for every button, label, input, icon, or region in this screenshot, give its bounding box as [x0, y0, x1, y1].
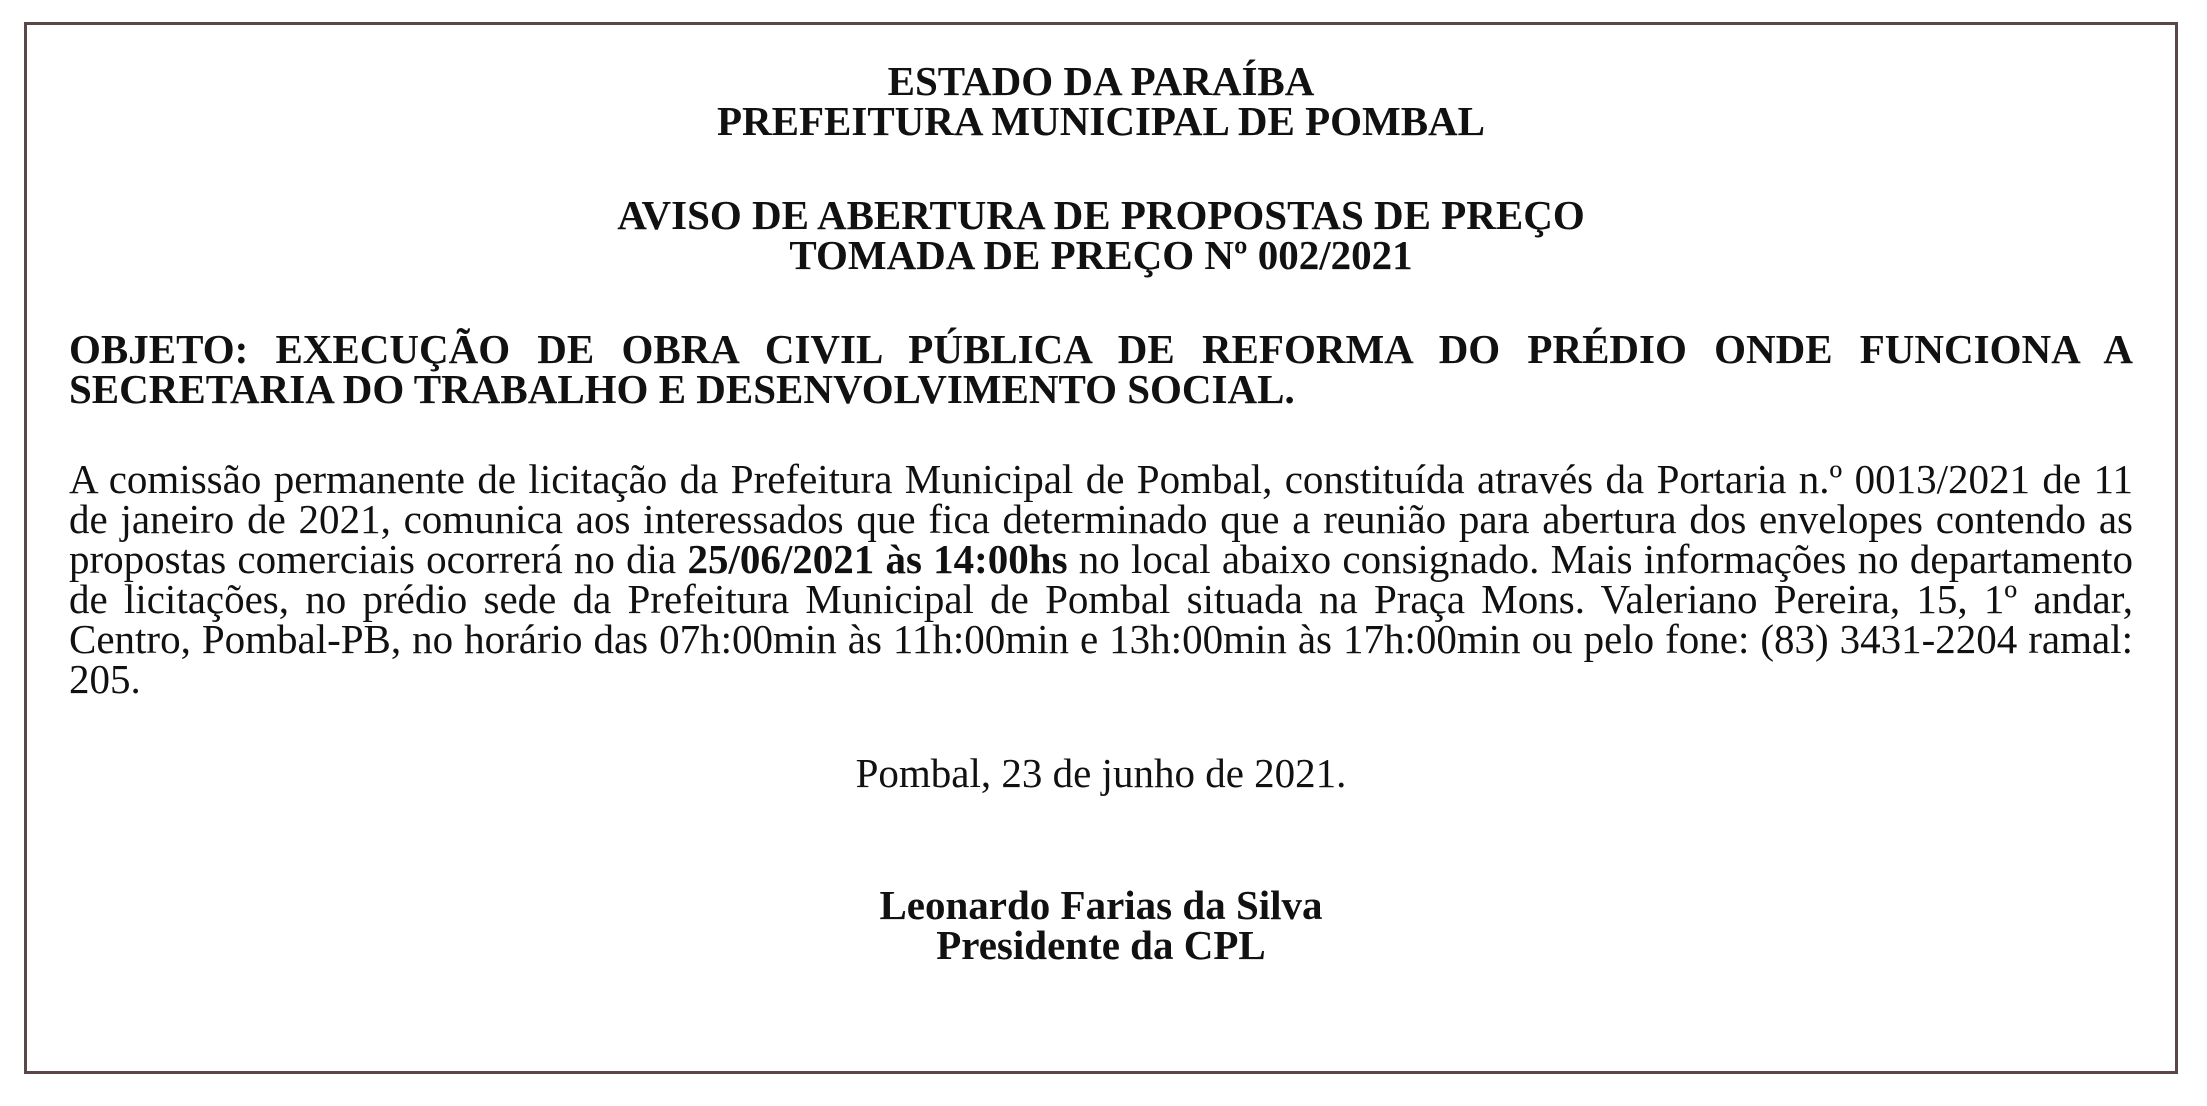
- notice-title: AVISO DE ABERTURA DE PROPOSTAS DE PREÇO: [617, 192, 1585, 238]
- signatory-name: Leonardo Farias da Silva: [879, 882, 1323, 928]
- municipality-name: PREFEITURA MUNICIPAL DE POMBAL: [716, 98, 1486, 144]
- signatory-role: Presidente da CPL: [936, 922, 1266, 968]
- document-header: [69, 58, 2133, 144]
- object-description: OBJETO: EXECUÇÃO DE OBRA CIVIL PÚBLICA DE REFORMA DO PRÉDIO ONDE FUNCIONA A SECRETARIA DO TRABALHO E DESENVOLVIMENTO SOCIAL.: [69, 326, 2133, 412]
- signature-block: [69, 882, 2133, 968]
- document-content: [69, 58, 2133, 968]
- notice-subtitle: TOMADA DE PREÇO Nº 002/2021: [789, 232, 1413, 278]
- notice-heading: [69, 192, 2133, 278]
- body-text-part1: A comissão permanente de licitação da Prefeitura Municipal de Pombal, constituída através da Portaria n.º 0013/2021 de 11 de janeiro de 2021, comunica aos interessados que fica determinado que a reunião para abertura dos envelopes contendo as propostas comerciais ocorrerá no dia: [69, 456, 2133, 582]
- body-text-part2: no local abaixo consignado. Mais informações no departamento de licitações, no prédio sede da Prefeitura Municipal de Pombal situada na Praça Mons. Valeriano Pereira, 15, 1º andar, Centro, Pombal-PB, no horário das 07h:00min às 11h:00min e 13h:00min às 17h:00min ou pelo fone: (83) 3431-2204 ramal: 205.: [69, 536, 2133, 702]
- document-frame: [24, 22, 2178, 1074]
- state-name: ESTADO DA PARAÍBA: [887, 58, 1315, 104]
- notice-body: [69, 456, 2133, 702]
- meeting-datetime: 25/06/2021 às 14:00hs: [687, 536, 1068, 582]
- date-line: Pombal, 23 de junho de 2021.: [855, 750, 1347, 796]
